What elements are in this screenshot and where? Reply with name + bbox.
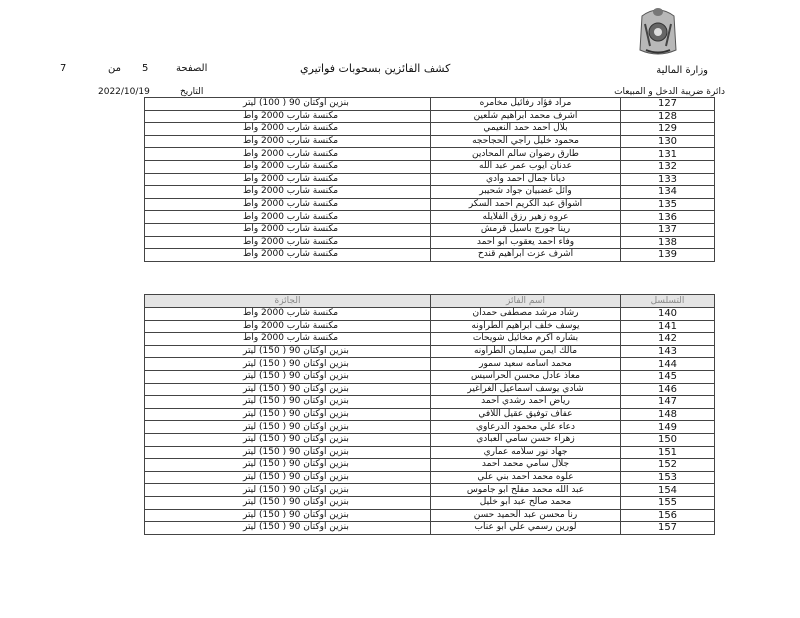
table-row (145, 98, 715, 111)
winner-name-cell: محمد صالح عبد ابو خليل (431, 496, 621, 509)
prize-cell: بنزين اوكتان 90 ( 150) ليتر (145, 459, 431, 472)
prize-cell: مكنسة شارب 2000 واط (145, 160, 431, 173)
prize-cell: بنزين اوكتان 90 ( 150) ليتر (145, 509, 431, 522)
table-row (145, 446, 715, 459)
winners-table (144, 294, 715, 535)
table-row (145, 198, 715, 211)
prize-cell: بنزين اوكتان 90 ( 150) ليتر (145, 383, 431, 396)
prize-cell: مكنسة شارب 2000 واط (145, 249, 431, 262)
table-row (145, 459, 715, 472)
document-title: كشف الفائزين بسحوبات فواتيري (300, 62, 451, 75)
winner-name-cell: وفاء احمد يعقوب ابو احمد (431, 236, 621, 249)
serial-cell: 129 (621, 123, 715, 136)
serial-cell: 137 (621, 223, 715, 236)
table-row (145, 148, 715, 161)
serial-cell: 153 (621, 471, 715, 484)
table-row (145, 358, 715, 371)
page-number: 5 (142, 63, 149, 74)
table-row (145, 135, 715, 148)
serial-cell: 156 (621, 509, 715, 522)
prize-column-header: الجائزة (145, 295, 431, 308)
prize-cell: بنزين اوكتان 90 ( 150) ليتر (145, 446, 431, 459)
winner-name-cell: زهراء حسن سامي العبادي (431, 433, 621, 446)
winner-name-cell: معاذ عادل محسن الحراسيس (431, 370, 621, 383)
table-row (145, 160, 715, 173)
serial-cell: 143 (621, 345, 715, 358)
serial-cell: 141 (621, 320, 715, 333)
winner-name-cell: عفاف توفيق عقيل اللافي (431, 408, 621, 421)
winner-name-cell: وائل غضبيان جواد شحيبر (431, 186, 621, 199)
prize-cell: بنزين اوكتان 90 ( 150) ليتر (145, 484, 431, 497)
table-row (145, 484, 715, 497)
table-row (145, 333, 715, 346)
table-row (145, 211, 715, 224)
table-row (145, 509, 715, 522)
prize-cell: مكنسة شارب 2000 واط (145, 123, 431, 136)
serial-cell: 127 (621, 98, 715, 111)
winner-name-cell: شادي يوسف اسماعيل الغراغير (431, 383, 621, 396)
serial-cell: 134 (621, 186, 715, 199)
table-row (145, 345, 715, 358)
prize-cell: بنزين اوكتان 90 ( 150) ليتر (145, 421, 431, 434)
winner-name-cell: طارق رضوان سالم المحادين (431, 148, 621, 161)
prize-cell: مكنسة شارب 2000 واط (145, 148, 431, 161)
table-row (145, 320, 715, 333)
winner-name-cell: جهاد نور سلامه عماري (431, 446, 621, 459)
prize-cell: بنزين اوكتان 90 ( 150) ليتر (145, 408, 431, 421)
serial-cell: 136 (621, 211, 715, 224)
serial-cell: 138 (621, 236, 715, 249)
prize-cell: مكنسة شارب 2000 واط (145, 173, 431, 186)
prize-cell: بنزين اوكتان 90 ( 150) ليتر (145, 522, 431, 535)
prize-cell: مكنسة شارب 2000 واط (145, 236, 431, 249)
coat-of-arms-icon (636, 6, 680, 58)
table-row (145, 471, 715, 484)
winner-name-cell: مراد فؤاد رفائيل مخامره (431, 98, 621, 111)
table-header-row (145, 295, 715, 308)
serial-cell: 142 (621, 333, 715, 346)
table-row (145, 223, 715, 236)
winner-name-cell: رشاد مرشد مصطفى حمدان (431, 308, 621, 321)
table-row (145, 396, 715, 409)
prize-cell: مكنسة شارب 2000 واط (145, 333, 431, 346)
page-total: 7 (60, 63, 67, 74)
table-row (145, 123, 715, 136)
winner-name-cell: رينا جورج باسيل قرمش (431, 223, 621, 236)
winner-name-cell: لورين رسمي علي ابو عناب (431, 522, 621, 535)
serial-cell: 152 (621, 459, 715, 472)
winner-name-cell: عدنان ايوب عمر عبد الله (431, 160, 621, 173)
winner-name-cell: محمد اسامه سعيد سمور (431, 358, 621, 371)
winner-name-cell: اشرف عزت ابراهيم قندح (431, 249, 621, 262)
name-column-header: اسم الفائز (431, 295, 621, 308)
winner-name-cell: مالك ايمن سليمان الطراونه (431, 345, 621, 358)
serial-cell: 148 (621, 408, 715, 421)
prize-cell: بنزين اوكتان 90 ( 150) ليتر (145, 471, 431, 484)
serial-cell: 157 (621, 522, 715, 535)
table-row (145, 236, 715, 249)
winner-name-cell: دعاء علي محمود الدرعاوي (431, 421, 621, 434)
prize-cell: بنزين اوكتان 90 ( 100) ليتر (145, 98, 431, 111)
table-row (145, 408, 715, 421)
table-row (145, 186, 715, 199)
winner-name-cell: اشواق عبد الكريم احمد السكر (431, 198, 621, 211)
date-label: التاريخ (180, 87, 204, 97)
prize-cell: مكنسة شارب 2000 واط (145, 110, 431, 123)
winner-name-cell: جلال سامي محمد احمد (431, 459, 621, 472)
winner-name-cell: اشرف محمد ابراهيم شلعين (431, 110, 621, 123)
table-row (145, 496, 715, 509)
serial-column-header: التسلسل (621, 295, 715, 308)
prize-cell: مكنسة شارب 2000 واط (145, 135, 431, 148)
prize-cell: مكنسة شارب 2000 واط (145, 308, 431, 321)
table-row (145, 173, 715, 186)
prize-cell: مكنسة شارب 2000 واط (145, 186, 431, 199)
table-row (145, 308, 715, 321)
winners-table-continued (144, 97, 715, 262)
serial-cell: 145 (621, 370, 715, 383)
serial-cell: 135 (621, 198, 715, 211)
prize-cell: مكنسة شارب 2000 واط (145, 223, 431, 236)
table-row (145, 383, 715, 396)
prize-cell: بنزين اوكتان 90 ( 150) ليتر (145, 496, 431, 509)
winner-name-cell: بشاره اكرم مخائيل شويحات (431, 333, 621, 346)
serial-cell: 131 (621, 148, 715, 161)
winner-name-cell: رنا محسن عبد الحميد حسن (431, 509, 621, 522)
table-row (145, 370, 715, 383)
page-label: الصفحة (176, 63, 208, 74)
date-value: 2022/10/19 (98, 87, 150, 97)
serial-cell: 155 (621, 496, 715, 509)
prize-cell: بنزين اوكتان 90 ( 150) ليتر (145, 396, 431, 409)
serial-cell: 151 (621, 446, 715, 459)
table-row (145, 249, 715, 262)
serial-cell: 130 (621, 135, 715, 148)
serial-cell: 154 (621, 484, 715, 497)
department-name: دائرة ضريبة الدخل و المبيعات (614, 87, 725, 97)
winner-name-cell: محمود خليل راجي الحجاحجه (431, 135, 621, 148)
table-row (145, 522, 715, 535)
prize-cell: بنزين اوكتان 90 ( 150) ليتر (145, 433, 431, 446)
table-row (145, 421, 715, 434)
table-row (145, 110, 715, 123)
serial-cell: 147 (621, 396, 715, 409)
winner-name-cell: يوسف خلف ابراهيم الطراونه (431, 320, 621, 333)
serial-cell: 128 (621, 110, 715, 123)
serial-cell: 132 (621, 160, 715, 173)
table-row (145, 433, 715, 446)
winner-name-cell: ديانا جمال احمد وادي (431, 173, 621, 186)
winner-name-cell: بلال احمد حمد النعيمي (431, 123, 621, 136)
serial-cell: 149 (621, 421, 715, 434)
serial-cell: 133 (621, 173, 715, 186)
serial-cell: 140 (621, 308, 715, 321)
prize-cell: بنزين اوكتان 90 ( 150) ليتر (145, 370, 431, 383)
prize-cell: مكنسة شارب 2000 واط (145, 198, 431, 211)
winner-name-cell: عروه زهير رزق الفلايله (431, 211, 621, 224)
winner-name-cell: علوه محمد احمد بني علي (431, 471, 621, 484)
serial-cell: 146 (621, 383, 715, 396)
prize-cell: مكنسة شارب 2000 واط (145, 320, 431, 333)
prize-cell: بنزين اوكتان 90 ( 150) ليتر (145, 345, 431, 358)
prize-cell: مكنسة شارب 2000 واط (145, 211, 431, 224)
serial-cell: 139 (621, 249, 715, 262)
prize-cell: بنزين اوكتان 90 ( 150) ليتر (145, 358, 431, 371)
winner-name-cell: عبد الله محمد مفلح ابو جاموس (431, 484, 621, 497)
serial-cell: 144 (621, 358, 715, 371)
page-of-label: من (108, 63, 121, 74)
serial-cell: 150 (621, 433, 715, 446)
ministry-name: وزارة المالية (656, 65, 708, 76)
winner-name-cell: رياض احمد رشدي احمد (431, 396, 621, 409)
